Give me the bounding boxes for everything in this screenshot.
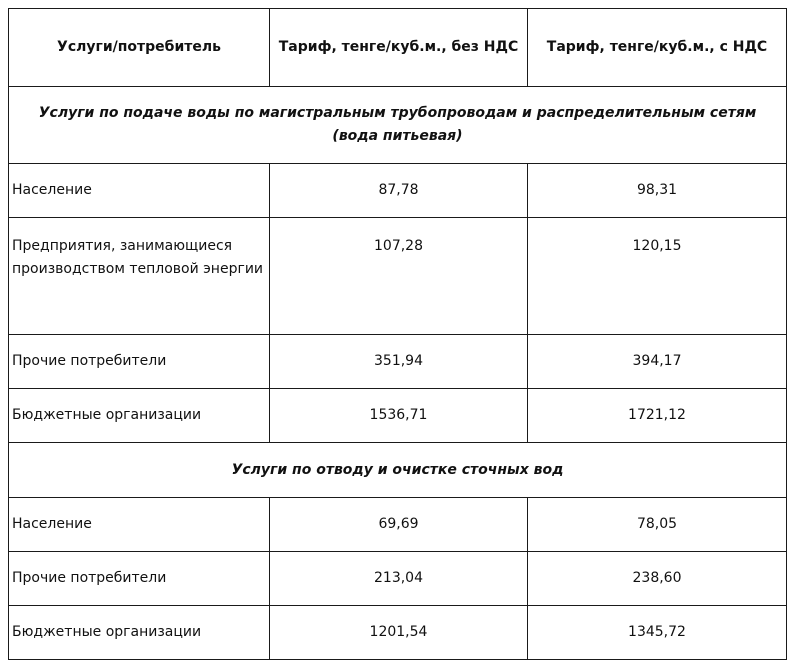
consumer-name: Предприятия, занимающиеся производством тепловой энергии <box>9 218 270 335</box>
tariff-with-vat: 78,05 <box>528 498 787 552</box>
table-row <box>9 389 787 443</box>
consumer-name: Бюджетные организации <box>9 606 270 660</box>
tariff-with-vat: 238,60 <box>528 552 787 606</box>
tariff-with-vat: 1721,12 <box>528 389 787 443</box>
tariff-with-vat: 1345,72 <box>528 606 787 660</box>
tariff-without-vat: 107,28 <box>270 218 528 335</box>
header-tariff-with-vat: Тариф, тенге/куб.м., с НДС <box>528 9 787 87</box>
tariff-with-vat: 394,17 <box>528 335 787 389</box>
table-row <box>9 335 787 389</box>
table-header-row <box>9 9 787 87</box>
section-row-water-supply <box>9 87 787 164</box>
tariff-without-vat: 213,04 <box>270 552 528 606</box>
section-title: Услуги по отводу и очистке сточных вод <box>9 443 787 498</box>
table-row <box>9 164 787 218</box>
tariff-without-vat: 1201,54 <box>270 606 528 660</box>
header-tariff-without-vat: Тариф, тенге/куб.м., без НДС <box>270 9 528 87</box>
tariff-without-vat: 69,69 <box>270 498 528 552</box>
table-row <box>9 218 787 335</box>
tariff-table <box>8 8 787 660</box>
tariff-without-vat: 351,94 <box>270 335 528 389</box>
tariff-with-vat: 98,31 <box>528 164 787 218</box>
consumer-name: Прочие потребители <box>9 552 270 606</box>
tariff-without-vat: 87,78 <box>270 164 528 218</box>
table-row <box>9 498 787 552</box>
consumer-name: Население <box>9 498 270 552</box>
consumer-name: Население <box>9 164 270 218</box>
section-row-wastewater <box>9 443 787 498</box>
tariff-without-vat: 1536,71 <box>270 389 528 443</box>
header-service: Услуги/потребитель <box>9 9 270 87</box>
consumer-name: Прочие потребители <box>9 335 270 389</box>
table-row <box>9 552 787 606</box>
table-row <box>9 606 787 660</box>
consumer-name: Бюджетные организации <box>9 389 270 443</box>
section-title: Услуги по подаче воды по магистральным трубопроводам и распределительным сетям (вода питьевая) <box>9 87 787 164</box>
tariff-with-vat: 120,15 <box>528 218 787 335</box>
